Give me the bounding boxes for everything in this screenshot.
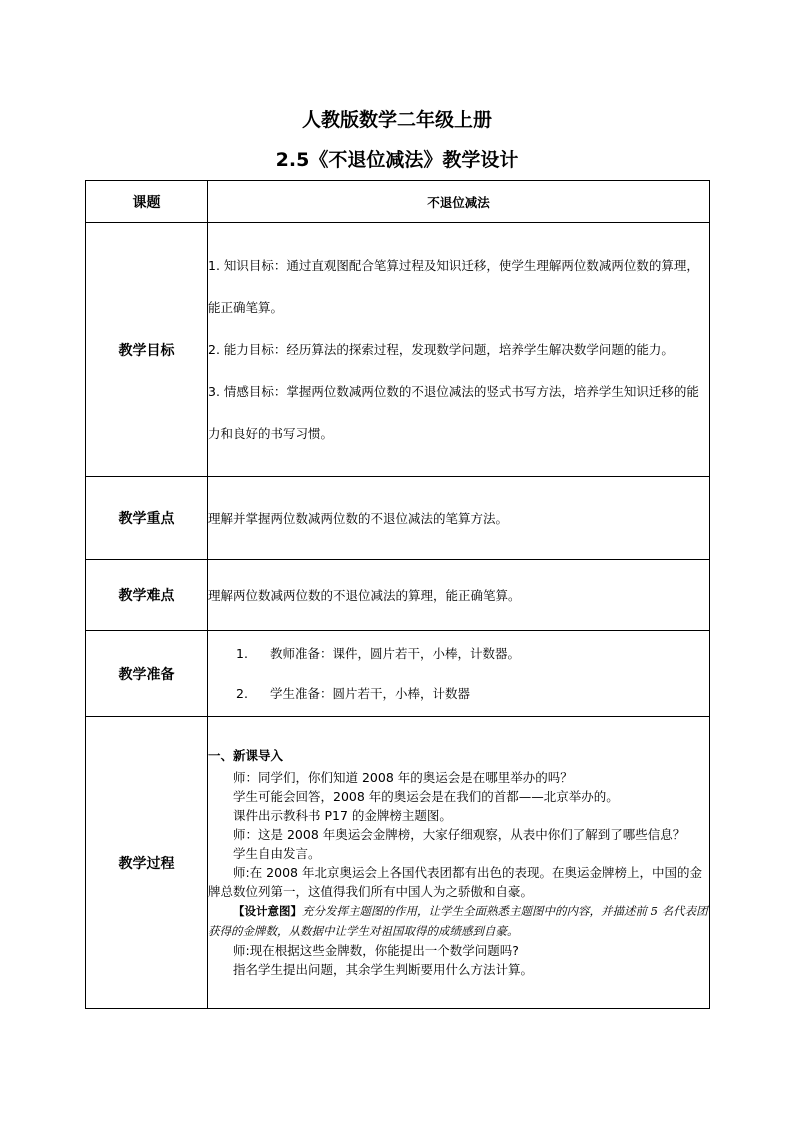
preparation-row xyxy=(86,631,710,717)
objective-ability: 2. 能力目标：经历算法的探索过程，发现数学问题，培养学生解决数学问题的能力。 xyxy=(208,341,674,357)
preparation-label: 教学准备 xyxy=(86,631,208,717)
objectives-content xyxy=(208,223,710,477)
preparation-item-text: 学生准备：圆片若干，小棒，计数器 xyxy=(270,685,471,701)
process-label: 教学过程 xyxy=(86,717,208,1009)
difficulty-label: 教学难点 xyxy=(86,560,208,631)
objectives-label: 教学目标 xyxy=(86,223,208,477)
process-line: 师:在 2008 年北京奥运会上各国代表团都有出色的表现。在奥运金牌榜上，中国的金牌总数位列第一，这值得我们所有中国人为之骄傲和自豪。 xyxy=(208,865,702,899)
difficulty-row xyxy=(86,560,710,631)
lesson-plan-table xyxy=(85,180,710,1009)
process-content xyxy=(208,717,710,1009)
design-intent xyxy=(208,901,709,941)
preparation-item-number: 1. xyxy=(236,645,248,661)
process-row xyxy=(86,717,710,1009)
topic-row xyxy=(86,181,710,223)
process-line: 学生可能会回答，2008 年的奥运会是在我们的首都——北京举办的。 xyxy=(233,789,619,804)
preparation-content xyxy=(208,631,710,717)
process-line: 师：同学们，你们知道 2008 年的奥运会是在哪里举办的吗？ xyxy=(233,770,573,785)
document-title: 人教版数学二年级上册 xyxy=(301,109,492,131)
objectives-row xyxy=(86,223,710,477)
preparation-item-student xyxy=(208,682,709,706)
preparation-item-teacher xyxy=(208,642,709,666)
process-line: 指名学生提出问题，其余学生判断要用什么方法计算。 xyxy=(233,962,534,977)
process-section-title: 一、新课导入 xyxy=(208,748,284,763)
preparation-item-text: 教师准备：课件，圆片若干，小棒，计数器。 xyxy=(270,645,521,661)
process-line: 学生自由发言。 xyxy=(233,846,321,861)
difficulty-value: 理解两位数减两位数的不退位减法的算理，能正确笔算。 xyxy=(208,560,710,631)
topic-label: 课题 xyxy=(86,181,208,223)
key-point-label: 教学重点 xyxy=(86,477,208,560)
topic-value: 不退位减法 xyxy=(208,181,710,223)
process-line: 师:现在根据这些金牌数，你能提出一个数学问题吗? xyxy=(233,943,519,958)
objective-knowledge: 1. 知识目标：通过直观图配合笔算过程及知识迁移，使学生理解两位数减两位数的算理，能正确笔算。 xyxy=(208,257,699,315)
key-point-row xyxy=(86,477,710,560)
key-point-value: 理解并掌握两位数减两位数的不退位减法的笔算方法。 xyxy=(208,477,710,560)
document-subtitle: 2.5《不退位减法》教学设计 xyxy=(275,149,519,171)
process-line: 课件出示教科书 P17 的金牌榜主题图。 xyxy=(233,808,452,823)
objective-emotion: 3. 情感目标：掌握两位数减两位数的不退位减法的竖式书写方法，培养学生知识迁移的能力和良好的书写习惯。 xyxy=(208,383,699,441)
preparation-item-number: 2. xyxy=(236,685,248,701)
design-intent-text: 充分发挥主题图的作用，让学生全面熟悉主题图中的内容，并描述前 5 名代表团获得的金牌数，从数据中让学生对祖国取得的成绩感到自豪。 xyxy=(208,904,708,938)
process-line: 师：这是 2008 年奥运会金牌榜，大家仔细观察，从表中你们了解到了哪些信息？ xyxy=(233,827,686,842)
design-intent-label: 【设计意图】 xyxy=(233,904,302,918)
